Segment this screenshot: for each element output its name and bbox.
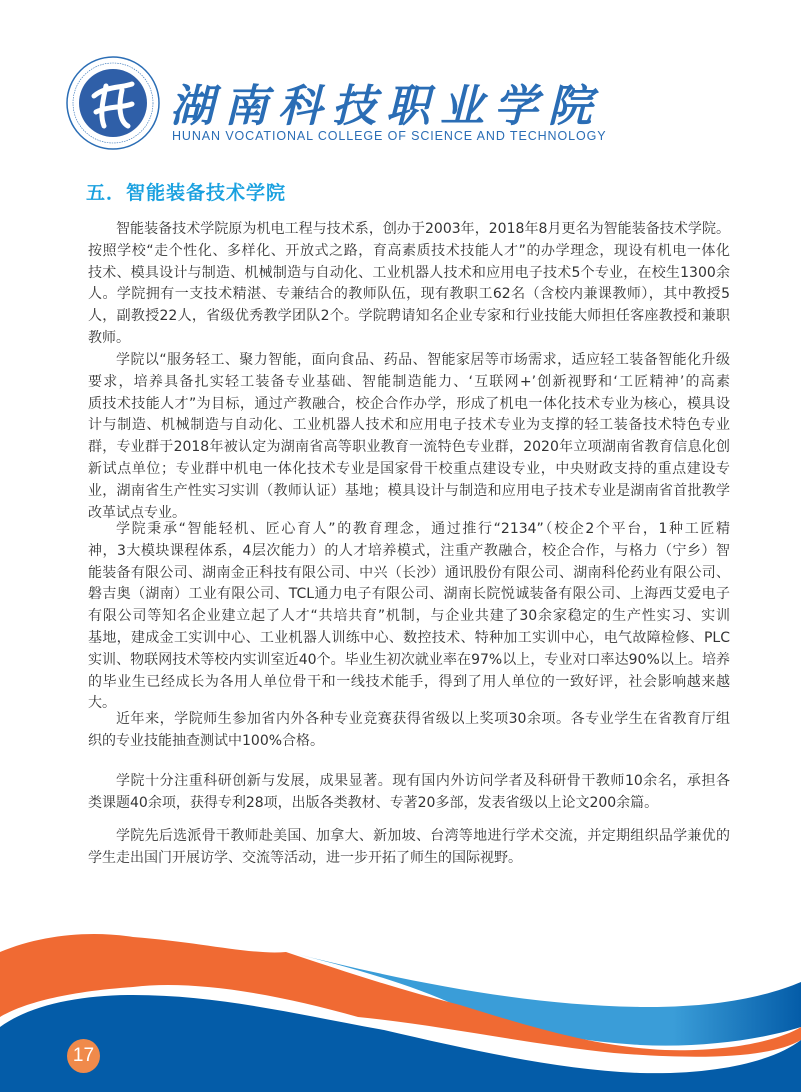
paragraph-line: 人。学院拥有一支技术精湛、专兼结合的教师队伍，现有教职工62名（含校内兼课教师），其中教授5 [88,286,730,303]
paragraph-line: 磐吉奥（湖南）工业有限公司、TCL通力电子有限公司、湖南长院悦诚装备有限公司、上海西艾爱电子 [88,586,730,603]
paragraph-line: 按照学校“走个性化、多样化、开放式之路，育高素质技术技能人才”的办学理念，现设有机电一体化 [88,242,730,259]
paragraph-line: 新试点单位；专业群中机电一体化技术专业是国家骨干校重点建设专业，中央财政支持的重点建设专 [88,460,730,477]
paragraph-line: 学院先后选派骨干教师赴美国、加拿大、新加坡、台湾等地进行学术交流，并定期组织品学兼优的 [116,828,730,844]
paragraph-line: 类课题40余项，获得专利28项，出版各类教材、专著20多部，发表省级以上论文200余篇。 [88,794,659,811]
paragraph-line: 能装备有限公司、湖南金正科技有限公司、中兴（长沙）通讯股份有限公司、湖南科伦药业有限公司、 [88,564,730,581]
paragraph-line: 要求，培养具备扎实轻工装备专业基础、智能制造能力、‘互联网+’创新视野和‘工匠精神’的高素 [88,373,730,390]
college-name-en: HUNAN VOCATIONAL COLLEGE OF SCIENCE AND TECHNOLOGY [172,129,607,143]
footer-wave-decoration [0,880,801,1092]
paragraph-line: 智能装备技术学院原为机电工程与技术系，创办于2003年，2018年8月更名为智能装备技术学院。 [116,221,730,237]
paragraph-line: 织的专业技能抽查测试中100%合格。 [88,732,325,749]
section-title: 五．智能装备技术学院 [86,182,287,204]
body-paragraph [88,771,730,815]
college-logo [66,56,160,150]
paragraph-line: 神，3大模块课程体系，4层次能力）的人才培养模式，注重产教融合，校企合作，与格力（宁乡）智 [88,542,730,559]
paragraph-line: 有限公司等知名企业建立起了人才“共培共育”机制，与企业共建了30余家稳定的生产性实习、实训 [88,608,730,625]
page-number-badge: 17 [67,1039,100,1073]
paragraph-line: 人，副教授22人，省级优秀教学团队2个。学院聘请知名企业专家和行业技能大师担任客座教授和兼职 [88,308,730,325]
paragraph-line: 业，湖南省生产性实习实训（教师认证）基地；模具设计与制造和应用电子技术专业是湖南省首批教学 [88,482,730,499]
paragraph-line: 学院十分注重科研创新与发展，成果显著。现有国内外访问学者及科研骨干教师10余名，承担各 [116,773,730,789]
paragraph-line: 学院秉承“智能轻机、匠心育人”的教育理念，通过推行“2134”（校企2个平台，1种工匠精 [116,521,730,537]
body-paragraph [88,219,730,350]
paragraph-line: 近年来，学院师生参加省内外各种专业竞赛获得省级以上奖项30余项。各专业学生在省教育厅组 [116,711,730,727]
college-name-cn: 湖南科技职业学院 [170,81,602,132]
paragraph-line: 计与制造、机械制造与自动化、工业机器人技术和应用电子技术专业为支撑的轻工装备技术特色专业 [88,417,730,434]
paragraph-line: 学生走出国门开展访学、交流等活动，进一步开拓了师生的国际视野。 [88,849,522,866]
paragraph-line: 实训、物联网技术等校内实训室近40个。毕业生初次就业率在97%以上，专业对口率达90%以上。培养 [88,651,730,668]
paragraph-line: 改革试点专业。 [88,504,186,521]
paragraph-line: 技术、模具设计与制造、机械制造与自动化、工业机器人技术和应用电子技术5个专业，在校生1300余 [88,264,730,281]
paragraph-line: 教师。 [88,329,130,346]
body-paragraph [88,350,730,524]
paragraph-line: 的毕业生已经成长为各用人单位骨干和一线技术能手，得到了用人单位的一致好评，社会影响越来越 [88,673,730,690]
paragraph-line: 学院以“服务轻工、聚力智能，面向食品、药品、智能家居等市场需求，适应轻工装备智能化升级 [116,352,730,368]
paragraph-line: 基地，建成金工实训中心、工业机器人训练中心、数控技术、特种加工实训中心，电气故障检修、PLC [88,629,730,646]
paragraph-line: 大。 [88,695,116,712]
body-paragraph [88,826,730,870]
paragraph-line: 质技术技能人才”为目标，通过产教融合，校企合作办学，形成了机电一体化技术专业为核心，模具设 [88,395,730,412]
body-paragraph [88,709,730,753]
paragraph-line: 群，专业群于2018年被认定为湖南省高等职业教育一流特色专业群，2020年立项湖南省教育信息化创 [88,439,730,456]
body-paragraph [88,519,730,715]
